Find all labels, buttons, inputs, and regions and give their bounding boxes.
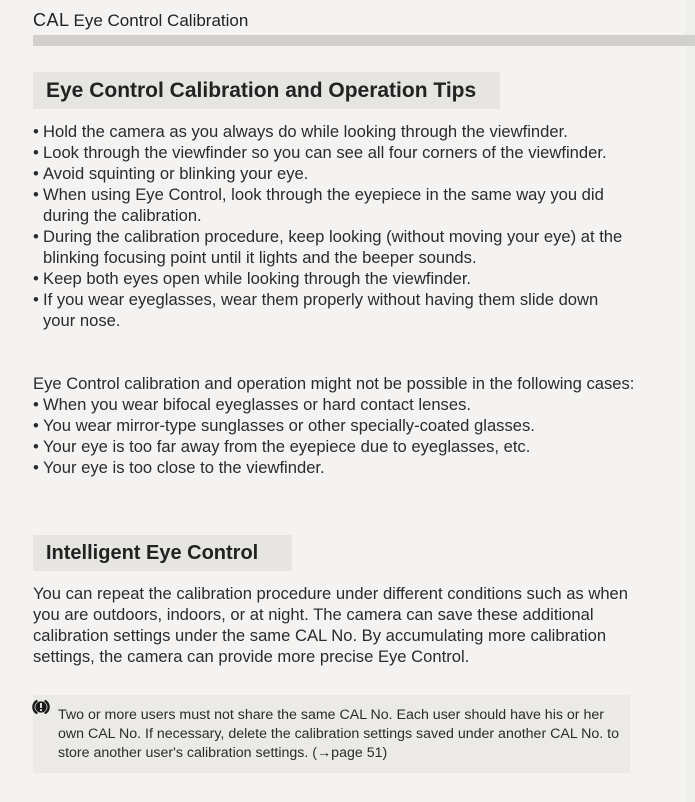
list-item: • Your eye is too close to the viewfinder.	[33, 457, 638, 478]
cases-intro: Eye Control calibration and operation might not be possible in the following cases:	[33, 374, 635, 393]
intelligent-eye-control-paragraph: You can repeat the calibration procedure under different conditions such as when you are outdoors, indoors, or at night. The camera can save these additional calibration settings under the same CAL No. By accumulating more calibration settings, the camera can provide more precise Eye Control.	[33, 584, 629, 666]
cases-list	[33, 394, 638, 478]
list-item: • If you wear eyeglasses, wear them properly without having them slide down your nose.	[33, 289, 633, 331]
list-item: • When using Eye Control, look through the eyepiece in the same way you did during the calibration.	[33, 184, 633, 226]
tips-list-container	[33, 121, 633, 331]
list-item: • You wear mirror-type sunglasses or other specially-coated glasses.	[33, 415, 638, 436]
cases-block	[33, 373, 638, 478]
section-heading: Eye Control Calibration and Operation Tips	[46, 79, 477, 102]
header-code: CAL	[33, 10, 70, 30]
list-item: • During the calibration procedure, keep looking (without moving your eye) at the blinking focusing point until it lights and the beeper sounds.	[33, 226, 633, 268]
subsection-heading: Intelligent Eye Control	[46, 542, 259, 564]
list-item: • Look through the viewfinder so you can see all four corners of the viewfinder.	[33, 142, 633, 163]
list-item: • Hold the camera as you always do while looking through the viewfinder.	[33, 121, 633, 142]
page-header	[33, 8, 248, 33]
list-item: • Your eye is too far away from the eyepiece due to eyeglasses, etc.	[33, 436, 638, 457]
header-bar	[33, 35, 695, 46]
tips-list	[33, 121, 633, 331]
list-item: • Keep both eyes open while looking through the viewfinder.	[33, 268, 633, 289]
page-edge	[685, 0, 695, 802]
header-title: Eye Control Calibration	[73, 11, 249, 30]
note-text: Two or more users must not share the same CAL No. Each user should have his or her own CAL No. If necessary, delete the calibration settings saved under another CAL No. to store another user's calibration settings. (→page 51)	[58, 707, 619, 761]
list-item: • When you wear bifocal eyeglasses or hard contact lenses.	[33, 394, 638, 415]
caution-icon	[32, 698, 50, 716]
list-item: • Avoid squinting or blinking your eye.	[33, 163, 633, 184]
